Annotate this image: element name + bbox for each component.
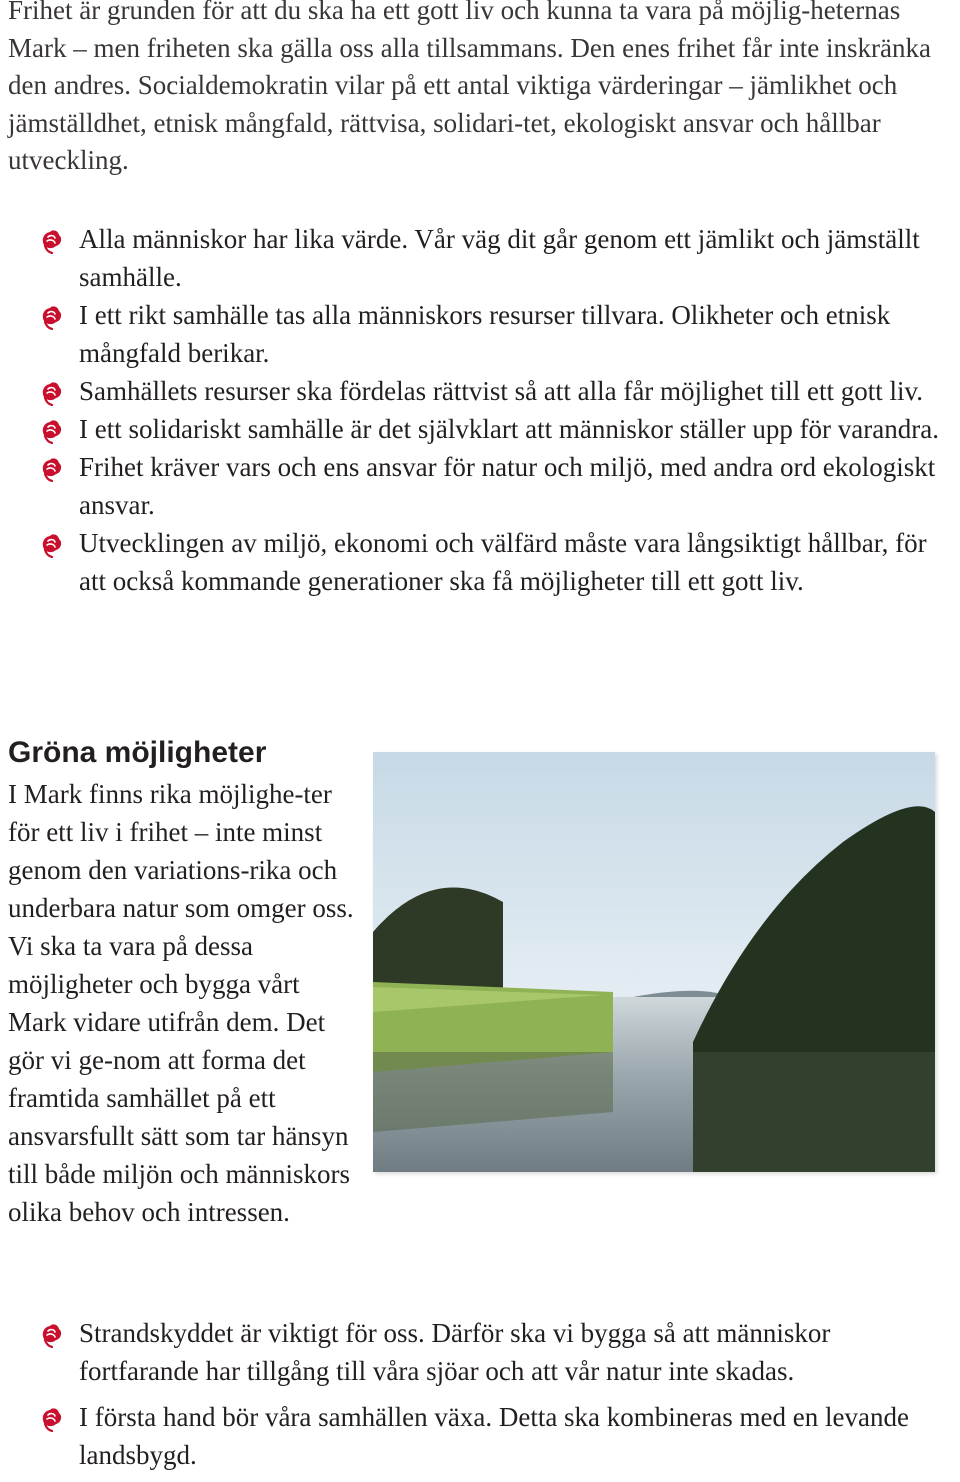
section-body: I Mark finns rika möjlighe-ter för ett liv i frihet – inte minst genom den variations-rika och underbara natur som omger oss. Vi ska ta vara på dessa möjligheter och bygga vårt Mark vidare utifrån dem. Det gör vi ge-nom att forma det framtida samhället på ett ansvarsfullt sätt som tar hänsyn till både miljön och människors olika behov och intressen.: [8, 779, 354, 1227]
list-item-text: Strandskyddet är viktigt för oss. Därför ska vi bygga så att människor fortfarande har tillgång till våra sjöar och att vår natur inte skadas.: [79, 1318, 831, 1386]
rose-icon: [38, 304, 64, 330]
values-list: [0, 220, 960, 600]
list-item-text: Alla människor har lika värde. Vår väg dit går genom ett jämlikt och jämställt samhälle.: [79, 224, 920, 292]
rose-icon: [38, 1322, 64, 1348]
list-item-text: Utvecklingen av miljö, ekonomi och välfärd måste vara långsiktigt hållbar, för att också kommande generationer ska få möjligheter till ett gott liv.: [79, 528, 927, 596]
closing-list: [0, 1314, 960, 1482]
rose-icon: [38, 532, 64, 558]
rose-icon: [38, 228, 64, 254]
list-item: [0, 410, 939, 448]
rose-icon: [38, 1406, 64, 1432]
list-item: [0, 296, 939, 372]
section-heading: Gröna möjligheter: [8, 736, 267, 769]
list-item: [0, 1398, 939, 1474]
list-item: [0, 524, 939, 600]
intro-paragraph: Frihet är grunden för att du ska ha ett gott liv och kunna ta vara på möjlig-heternas Mark – men friheten ska gälla oss alla tillsammans. Den enes frihet får inte inskränka den andres. Socialdemokratin vilar på ett antal viktiga värderingar – jämlikhet och jämställdhet, etnisk mångfald, rättvisa, solidari-tet, ekologiskt ansvar och hållbar utveckling.: [8, 0, 931, 175]
rose-icon: [38, 418, 64, 444]
rose-icon: [38, 456, 64, 482]
list-item-text: I ett solidariskt samhälle är det självklart att människor ställer upp för varandra.: [79, 414, 939, 444]
lake-photo: [373, 752, 935, 1172]
list-item-text: Frihet kräver vars och ens ansvar för natur och miljö, med andra ord ekologiskt ansvar.: [79, 452, 936, 520]
list-item-text: I ett rikt samhälle tas alla människors resurser tillvara. Olikheter och etnisk mångfald berikar.: [79, 300, 891, 368]
list-item-text: Samhällets resurser ska fördelas rättvist så att alla får möjlighet till ett gott liv.: [79, 376, 924, 406]
rose-icon: [38, 380, 64, 406]
list-item: [0, 1314, 939, 1390]
list-item: [0, 220, 939, 296]
list-item: [0, 372, 939, 410]
list-item-text: I första hand bör våra samhällen växa. Detta ska kombineras med en levande landsbygd.: [79, 1402, 909, 1470]
list-item: [0, 448, 939, 524]
